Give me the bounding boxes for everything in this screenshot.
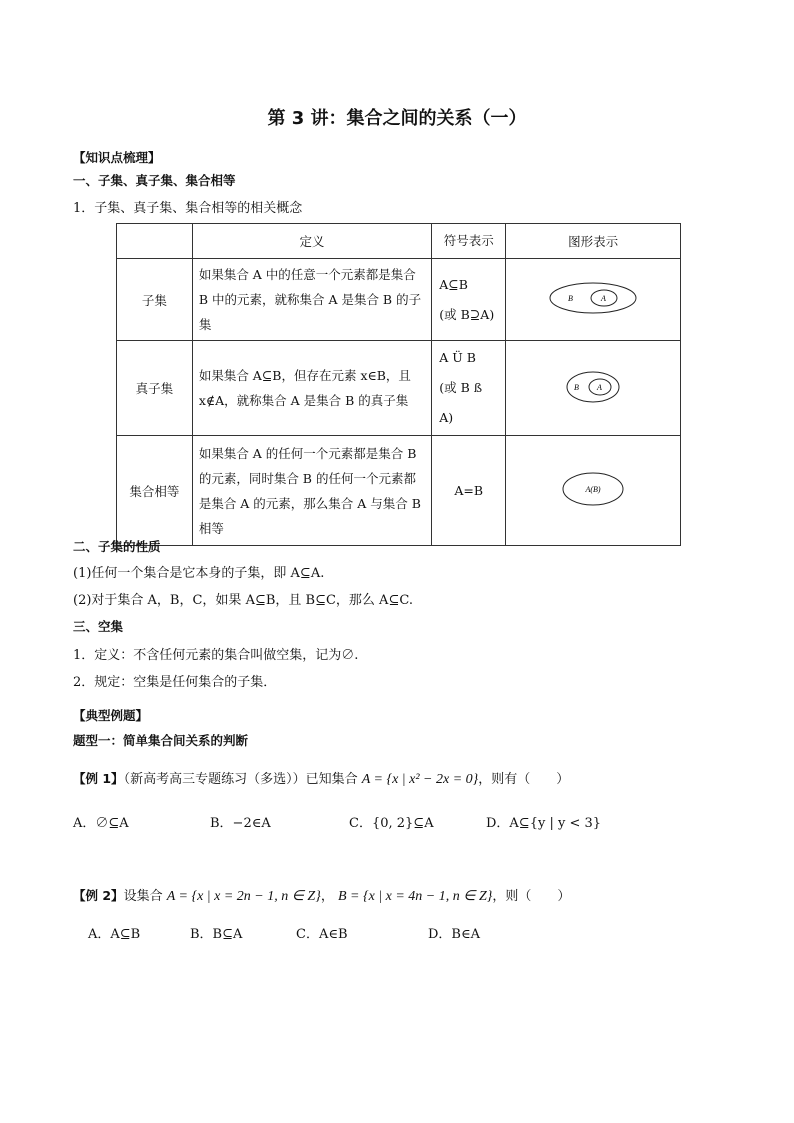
example-1-option-a[interactable]: A．∅⊆A [73, 816, 129, 831]
example-2-pre: 设集合 [123, 889, 163, 904]
table-row [117, 341, 681, 436]
row-diagram [506, 341, 681, 436]
section-knowledge-heading: 【知识点梳理】 [73, 150, 161, 165]
example-2-set-b: B = {x | x = 4n − 1, n ∈ Z} [337, 889, 493, 904]
type1-heading: 题型一：简单集合间关系的判断 [73, 733, 249, 748]
symbol-line2: (或 B ß A) [439, 380, 483, 425]
table-header-row [117, 224, 681, 259]
example-2-tail: ，则（ ） [492, 889, 571, 904]
example-1-tail: ，则有（ ） [478, 772, 570, 787]
example-2-option-c[interactable]: C．A∈B [296, 927, 348, 942]
concepts-table [116, 223, 681, 546]
equal-set-diagram [558, 470, 628, 508]
subset-venn-diagram [548, 281, 638, 315]
proper-subset-venn-diagram [548, 370, 638, 404]
page-title: 第 3 讲：集合之间的关系（一） [267, 108, 527, 129]
table-row [117, 436, 681, 546]
section-examples-heading: 【典型例题】 [73, 708, 149, 723]
symbol-line1: A⊆B [439, 276, 468, 292]
example-1-stem [73, 768, 569, 788]
table-header-cell [117, 224, 193, 259]
example-2-stem [73, 885, 570, 905]
diagram-outer-label: B [568, 294, 573, 303]
row-diagram [506, 259, 681, 341]
example-1-option-c[interactable]: C．{0, 2}⊆A [349, 816, 434, 831]
row-diagram [506, 436, 681, 546]
diagram-inner-label: A [597, 382, 602, 392]
table-header-cell: 图形表示 [506, 224, 681, 259]
example-2-option-a[interactable]: A．A⊆B [88, 927, 141, 942]
empty-set-definition: 1．定义：不含任何元素的集合叫做空集，记为∅. [73, 648, 359, 663]
example-1-set: A = {x | x² − 2x = 0} [361, 772, 479, 787]
row-definition: 如果集合 A 的任何一个元素都是集合 B 的元素，同时集合 B 的任何一个元素都是集合 A 的元素，那么集合 A 与集合 B 相等 [192, 436, 431, 546]
example-1-source: （新高考高三专题练习（多选））已知集合 [123, 772, 358, 787]
property-1: (1)任何一个集合是它本身的子集，即 A⊆A. [73, 566, 325, 581]
row-name: 集合相等 [117, 436, 193, 546]
diagram-label: A(B) [585, 485, 601, 494]
property-2: (2)对于集合 A，B，C，如果 A⊆B，且 B⊆C，那么 A⊆C. [73, 593, 413, 608]
part2-heading: 二、子集的性质 [73, 539, 161, 554]
example-2-option-b[interactable]: B．B⊆A [190, 927, 243, 942]
empty-set-rule: 2．规定：空集是任何集合的子集． [73, 675, 277, 690]
row-definition: 如果集合 A 中的任意一个元素都是集合 B 中的元素，就称集合 A 是集合 B 的子集 [192, 259, 431, 341]
row-symbol [432, 341, 506, 436]
diagram-inner-label: A [601, 294, 606, 303]
row-symbol [432, 436, 506, 546]
table-row [117, 259, 681, 341]
example-1-option-b[interactable]: B．−2∈A [210, 816, 271, 831]
table-header-cell: 定义 [192, 224, 431, 259]
example-1-option-d[interactable]: D．A⊆{y | y < 3} [486, 816, 602, 831]
row-name: 真子集 [117, 341, 193, 436]
table-header-cell: 符号表示 [432, 224, 506, 259]
example-2-label: 【例 2】 [73, 888, 124, 903]
item1-heading: 1．子集、真子集、集合相等的相关概念 [73, 201, 303, 216]
row-name: 子集 [117, 259, 193, 341]
example-1-label: 【例 1】 [73, 771, 124, 786]
symbol-line2: (或 B⊇A) [439, 306, 495, 322]
row-symbol [432, 259, 506, 341]
symbol-line1: A Ü B [439, 350, 476, 365]
example-2-sep: ， [320, 889, 334, 904]
example-2-option-d[interactable]: D．B∈A [428, 927, 480, 942]
part3-heading: 三、空集 [73, 619, 124, 634]
example-2-set-a: A = {x | x = 2n − 1, n ∈ Z} [166, 889, 321, 904]
diagram-outer-label: B [574, 382, 579, 392]
part1-heading: 一、子集、真子集、集合相等 [73, 173, 236, 188]
row-definition: 如果集合 A⊆B，但存在元素 x∈B，且 x∉A，就称集合 A 是集合 B 的真子集 [192, 341, 431, 436]
symbol-line1: A=B [454, 482, 484, 498]
